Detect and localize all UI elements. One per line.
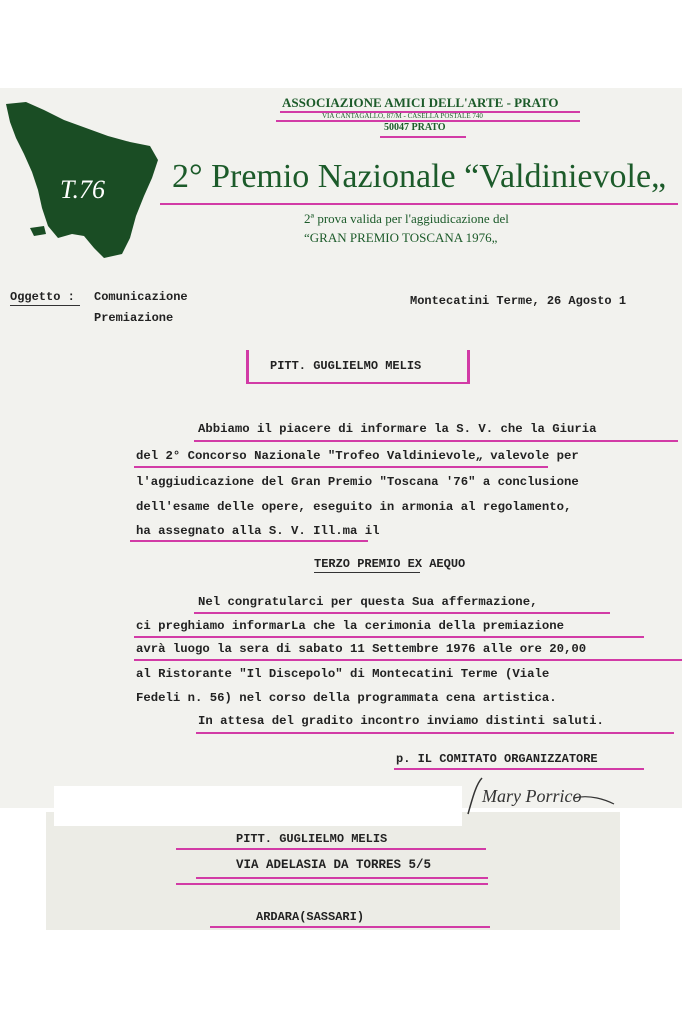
- logo-text: T.76: [60, 175, 106, 204]
- subject-label: Oggetto :: [10, 290, 75, 304]
- closing-line: p. IL COMITATO ORGANIZZATORE: [396, 752, 598, 766]
- body-line: Fedeli n. 56) nel corso della programmata cena artistica.: [136, 691, 557, 705]
- handwritten-signature: [464, 770, 624, 818]
- body-line: Abbiamo il piacere di informare la S. V. che la Giuria: [198, 422, 597, 436]
- envelope-name: PITT. GUGLIELMO MELIS: [236, 832, 388, 846]
- redaction-box: [54, 786, 462, 826]
- association-city: 50047 PRATO: [384, 122, 446, 133]
- subject-line-2: Premiazione: [94, 311, 174, 325]
- subtitle-line-2: “GRAN PREMIO TOSCANA 1976„: [304, 230, 498, 245]
- body-line: Nel congratularci per questa Sua affermazione,: [198, 595, 538, 609]
- association-name: ASSOCIAZIONE AMICI DELL'ARTE - PRATO: [282, 95, 559, 110]
- body-line: ha assegnato alla S. V. Ill.ma il: [136, 524, 380, 538]
- body-line: del 2° Concorso Nazionale "Trofeo Valdinievole„ valevole per: [136, 449, 579, 463]
- body-line: al Ristorante "Il Discepolo" di Montecatini Terme (Viale: [136, 667, 550, 681]
- place-date: Montecatini Terme, 26 Agosto 1: [410, 294, 627, 308]
- subtitle-line-1: 2ª prova valida per l'aggiudicazione del: [304, 211, 509, 226]
- recipient-name: PITT. GUGLIELMO MELIS: [270, 359, 422, 373]
- envelope-city: ARDARA(SASSARI): [256, 910, 365, 924]
- association-address: VIA CANTAGALLO, 87/M - CASELLA POSTALE 740: [322, 112, 483, 120]
- svg-text:Mary Porrico: Mary Porrico: [482, 786, 582, 806]
- body-line: l'aggiudicazione del Gran Premio "Toscana '76" a conclusione: [136, 475, 579, 489]
- tuscany-map-logo: [4, 98, 160, 260]
- award-line: TERZO PREMIO EX AEQUO: [314, 557, 466, 571]
- page-title: 2° Premio Nazionale “Valdinievole„: [172, 158, 667, 195]
- subject-line-1: Comunicazione: [94, 290, 188, 304]
- body-line: avrà luogo la sera di sabato 11 Settembre 1976 alle ore 20,00: [136, 642, 587, 656]
- envelope-street: VIA ADELASIA DA TORRES 5/5: [236, 858, 432, 872]
- body-line: ci preghiamo informarLa che la cerimonia della premiazione: [136, 619, 565, 633]
- body-line: dell'esame delle opere, eseguito in armonia al regolamento,: [136, 500, 572, 514]
- body-line: In attesa del gradito incontro inviamo distinti saluti.: [198, 714, 604, 728]
